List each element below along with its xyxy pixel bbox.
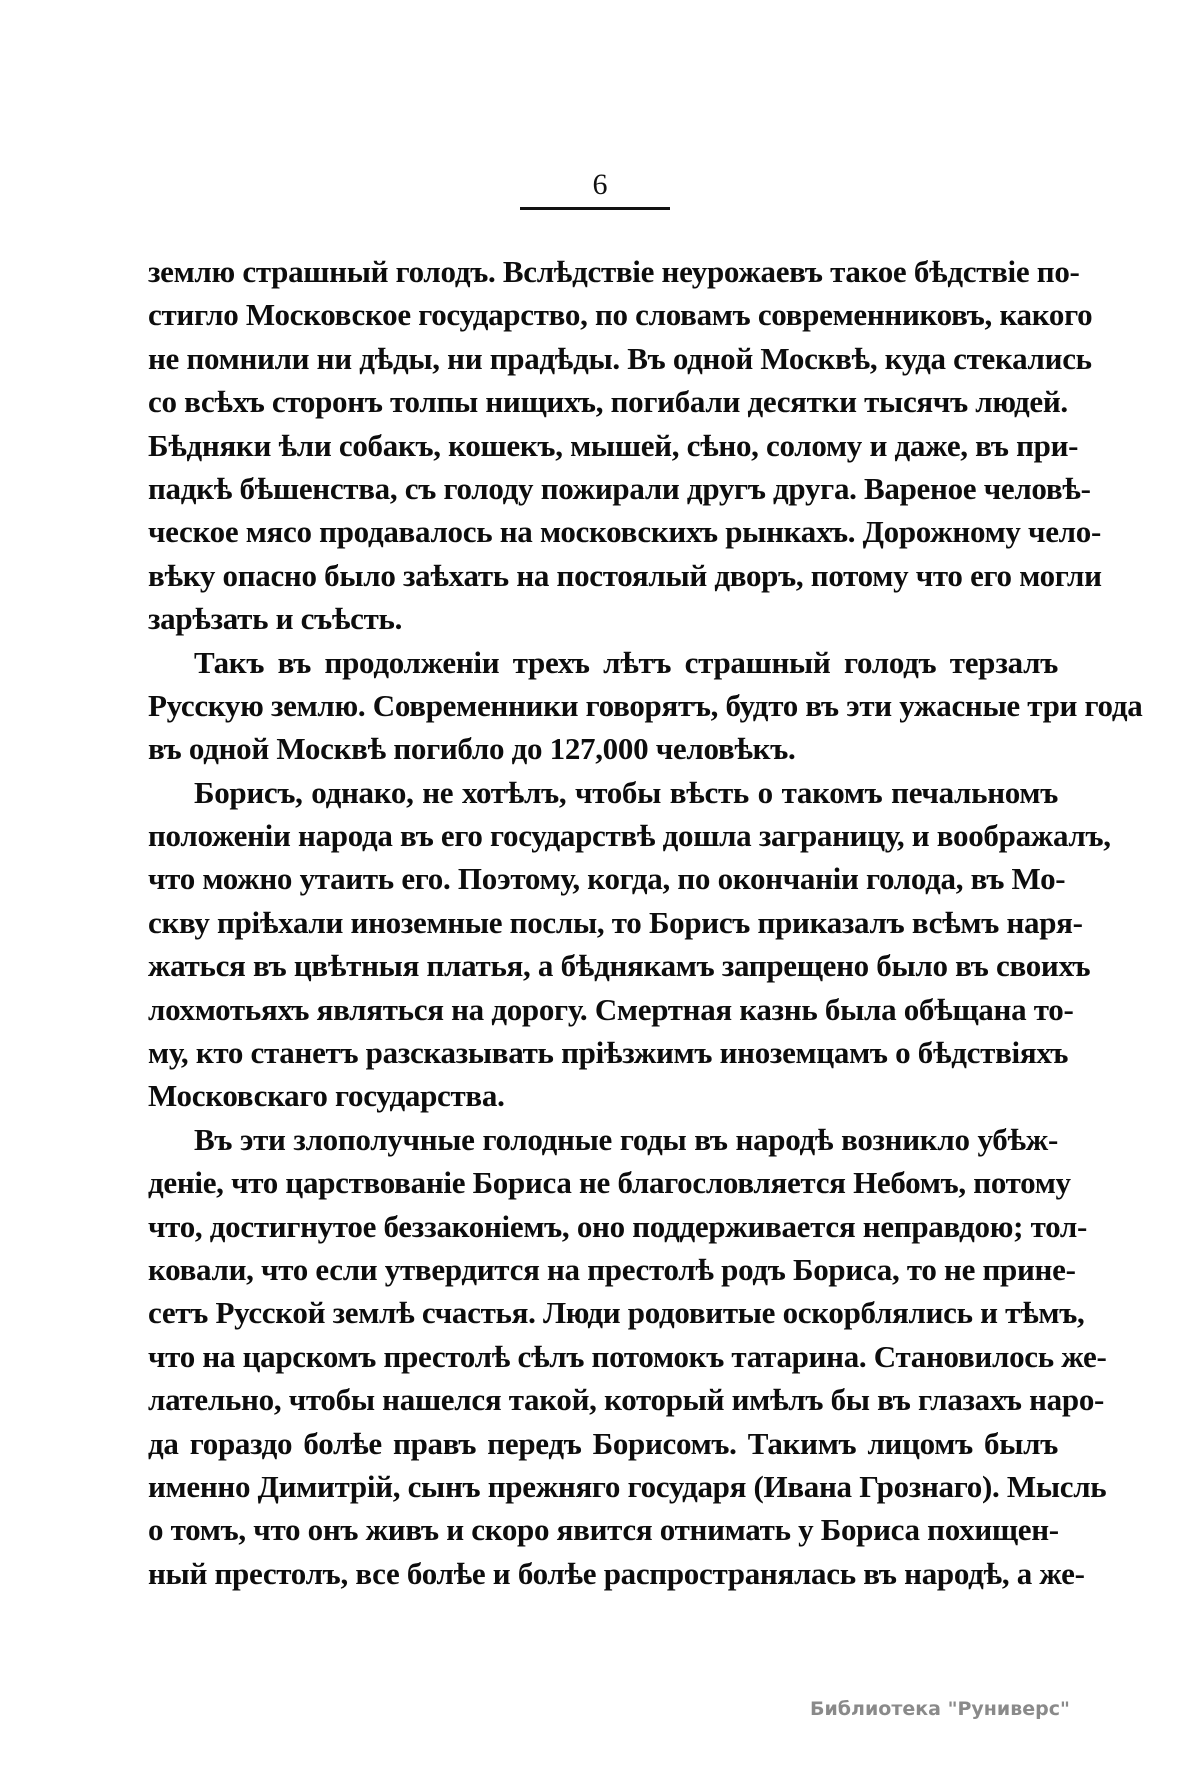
paragraph <box>148 1118 1107 1595</box>
text-line: ковали, что если утвердится на престолѣ родъ Бориса, то не прине- <box>148 1251 1076 1287</box>
text-line: зарѣзать и съѣсть. <box>148 601 403 637</box>
paragraph <box>148 250 1102 641</box>
text-line: что, достигнутое беззаконіемъ, оно поддерживается неправдою; тол- <box>148 1208 1088 1244</box>
body-text <box>148 250 1143 1595</box>
text-line: что можно утаить его. Поэтому, когда, по окончаніи голода, въ Мо- <box>148 861 1066 897</box>
text-line: му, кто станетъ разсказывать пріѣзжимъ иноземцамъ о бѣдствіяхъ <box>148 1035 1069 1071</box>
text-line: деніе, что царствованіе Бориса не благословляется Небомъ, потому <box>148 1165 1071 1201</box>
text-line: жаться въ цвѣтныя платья, а бѣднякамъ запрещено было въ своихъ <box>148 948 1091 984</box>
text-line: Въ эти злополучные голодные годы въ народѣ возникло убѣж- <box>194 1121 1058 1157</box>
library-watermark: Библиотека "Руниверс" <box>810 1698 1070 1720</box>
text-line: да гораздо болѣе правъ передъ Борисомъ. Такимъ лицомъ былъ <box>148 1425 1058 1461</box>
text-line: Бѣдняки ѣли собакъ, кошекъ, мышей, сѣно, солому и даже, въ при- <box>148 427 1079 463</box>
text-line: со всѣхъ сторонъ толпы нищихъ, погибали десятки тысячъ людей. <box>148 384 1068 420</box>
text-line: вѣку опасно было заѣхать на постоялый дворъ, потому что его могли <box>148 557 1102 593</box>
text-line: положеніи народа въ его государствѣ дошла заграницу, и воображалъ, <box>148 818 1111 854</box>
text-line: что на царскомъ престолѣ сѣлъ потомокъ татарина. Становилось же- <box>148 1338 1107 1374</box>
text-line: ный престолъ, все болѣе и болѣе распространялась въ народѣ, а же- <box>148 1555 1085 1591</box>
paragraph <box>148 771 1111 1118</box>
text-line: Такъ въ продолженіи трехъ лѣтъ страшный голодъ терзалъ <box>194 644 1058 680</box>
text-line: стигло Московское государство, по словамъ современниковъ, какого <box>148 297 1093 333</box>
text-line: лохмотьяхъ являться на дорогу. Смертная казнь была обѣщана то- <box>148 991 1074 1027</box>
text-line: ческое мясо продавалось на московскихъ рынкахъ. Дорожному чело- <box>148 514 1101 550</box>
text-line: Московскаго государства. <box>148 1078 505 1114</box>
text-line: именно Димитрій, сынъ прежняго государя (Ивана Грознаго). Мысль <box>148 1468 1107 1504</box>
text-line: не помнили ни дѣды, ни прадѣды. Въ одной Москвѣ, куда стекались <box>148 340 1092 376</box>
text-line: Русскую землю. Современники говорятъ, будто въ эти ужасные три года <box>148 687 1143 723</box>
text-line: въ одной Москвѣ погибло до 127,000 человѣкъ. <box>148 731 796 767</box>
text-line: падкѣ бѣшенства, съ голоду пожирали другъ друга. Вареное человѣ- <box>148 470 1091 506</box>
text-line: скву пріѣхали иноземные послы, то Борисъ приказалъ всѣмъ наря- <box>148 904 1083 940</box>
text-line: Борисъ, однако, не хотѣлъ, чтобы вѣсть о такомъ печальномъ <box>194 774 1058 810</box>
paragraph <box>148 641 1143 771</box>
text-line: лательно, чтобы нашелся такой, который имѣлъ бы въ глазахъ наро- <box>148 1382 1105 1418</box>
text-line: сетъ Русской землѣ счастья. Люди родовитые оскорблялись и тѣмъ, <box>148 1295 1085 1331</box>
page-number: 6 <box>592 168 608 201</box>
page-number-rule <box>520 207 670 210</box>
text-line: землю страшный голодъ. Вслѣдствіе неурожаевъ такое бѣдствіе по- <box>148 254 1080 289</box>
text-line: о томъ, что онъ живъ и скоро явится отнимать у Бориса похищен- <box>148 1512 1059 1548</box>
